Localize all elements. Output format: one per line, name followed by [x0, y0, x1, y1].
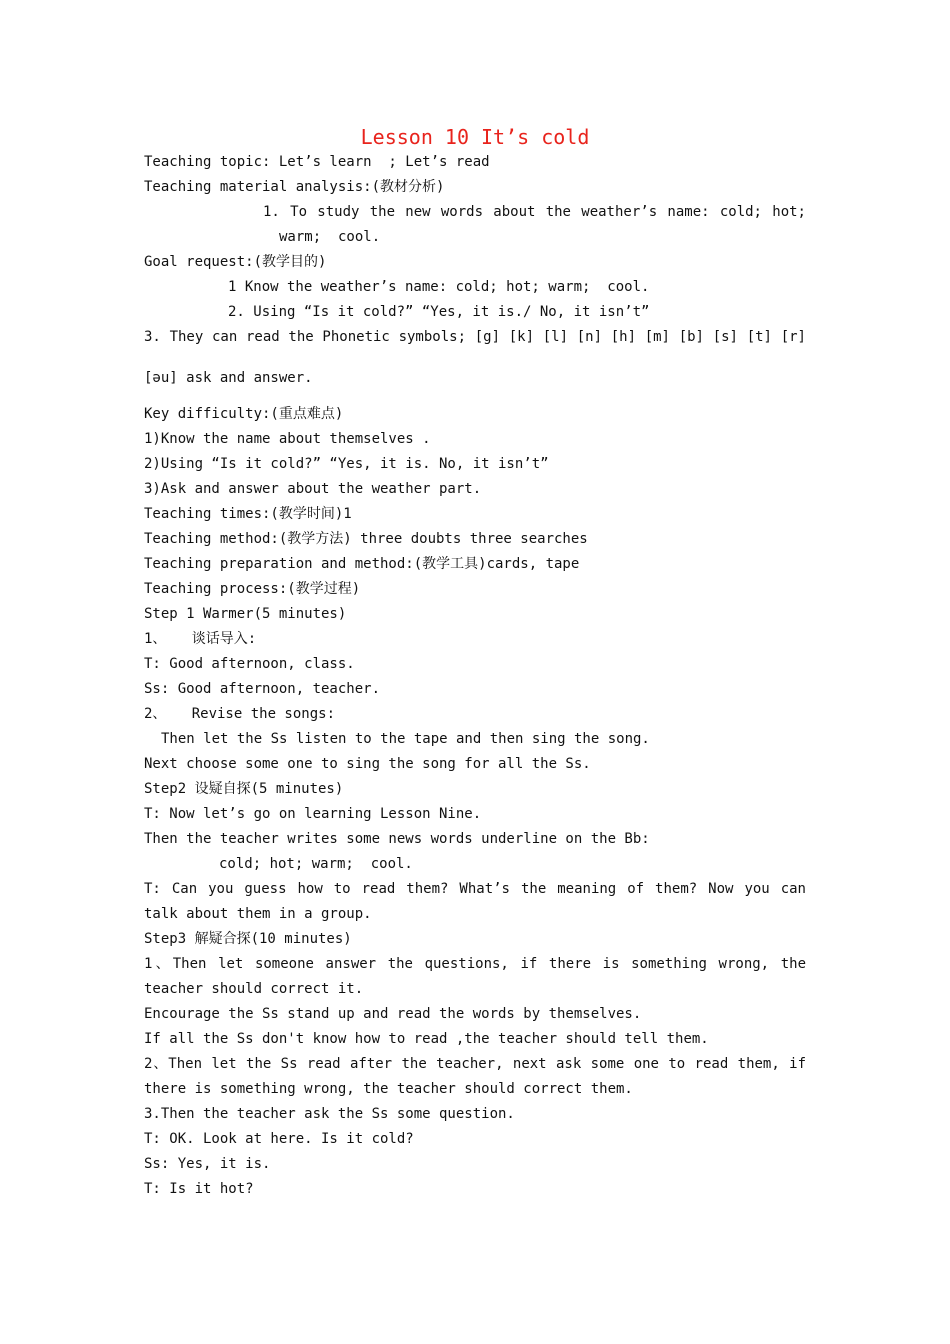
teaching-process-heading: Teaching process:(教学过程) [144, 581, 361, 597]
material-item-1: 1. To study the new words about the weather’s name: cold; hot; [263, 204, 806, 220]
material-item-1-cont: warm; cool. [279, 229, 381, 245]
key-item-3: 3)Ask and answer about the weather part. [144, 481, 482, 497]
lesson-title: Lesson 10 It’s cold [360, 125, 590, 149]
goal-item-2: 2. Using “Is it cold?” “Yes, it is./ No, it isn’t” [228, 304, 650, 320]
dialogue-line: T: Can you guess how to read them? What’s the meaning of them? Now you can [144, 881, 806, 897]
step-1-item-1: 1、 谈话导入: [144, 631, 257, 647]
key-item-1: 1)Know the name about themselves . [144, 431, 431, 447]
step-2-words: cold; hot; warm; cool. [219, 856, 413, 872]
step-3-instruction: Encourage the Ss stand up and read the words by themselves. [144, 1006, 642, 1022]
dialogue-line: Ss: Yes, it is. [144, 1156, 271, 1172]
dialogue-line: T: Now let’s go on learning Lesson Nine. [144, 806, 482, 822]
teaching-preparation: Teaching preparation and method:(教学工具)cards, tape [144, 556, 580, 572]
dialogue-line-cont: talk about them in a group. [144, 906, 372, 922]
dialogue-line: T: OK. Look at here. Is it cold? [144, 1131, 414, 1147]
goal-heading: Goal request:(教学目的) [144, 254, 327, 270]
step-3-instruction: If all the Ss don't know how to read ,the teacher should tell them. [144, 1031, 709, 1047]
key-difficulty-heading: Key difficulty:(重点难点) [144, 406, 344, 422]
step-2-heading: Step2 设疑自探(5 minutes) [144, 781, 344, 797]
lesson-plan-body [144, 150, 806, 1202]
goal-item-3-cont: [əu] ask and answer. [144, 370, 313, 386]
teaching-times: Teaching times:(教学时间)1 [144, 506, 352, 522]
step-3-item-1-cont: teacher should correct it. [144, 981, 364, 997]
key-item-2: 2)Using “Is it cold?” “Yes, it is. No, it isn’t” [144, 456, 549, 472]
step-2-instruction: Then the teacher writes some news words underline on the Bb: [144, 831, 650, 847]
step-1-heading: Step 1 Warmer(5 minutes) [144, 606, 347, 622]
dialogue-line: Ss: Good afternoon, teacher. [144, 681, 381, 697]
step-1-item-2: 2、 Revise the songs: [144, 706, 336, 722]
material-analysis-heading: Teaching material analysis:(教材分析) [144, 179, 445, 195]
step-1-instruction: Next choose some one to sing the song for all the Ss. [144, 756, 591, 772]
dialogue-line: T: Good afternoon, class. [144, 656, 355, 672]
step-3-item-2: 2、Then let the Ss read after the teacher, next ask some one to read them, if [144, 1056, 806, 1072]
step-3-item-1: 1、Then let someone answer the questions, if there is something wrong, the [144, 956, 806, 972]
teaching-method: Teaching method:(教学方法) three doubts three searches [144, 531, 588, 547]
teaching-topic: Teaching topic: Let’s learn ; Let’s read [144, 154, 490, 170]
step-1-instruction: Then let the Ss listen to the tape and then sing the song. [161, 731, 650, 747]
step-3-heading: Step3 解疑合探(10 minutes) [144, 931, 352, 947]
dialogue-line: T: Is it hot? [144, 1181, 254, 1197]
step-3-item-3: 3.Then the teacher ask the Ss some question. [144, 1106, 515, 1122]
goal-item-3: 3. They can read the Phonetic symbols; [g] [k] [l] [n] [h] [m] [b] [s] [t] [r] [144, 329, 806, 345]
step-3-item-2-cont: there is something wrong, the teacher should correct them. [144, 1081, 633, 1097]
goal-item-1: 1 Know the weather’s name: cold; hot; warm; cool. [228, 279, 650, 295]
